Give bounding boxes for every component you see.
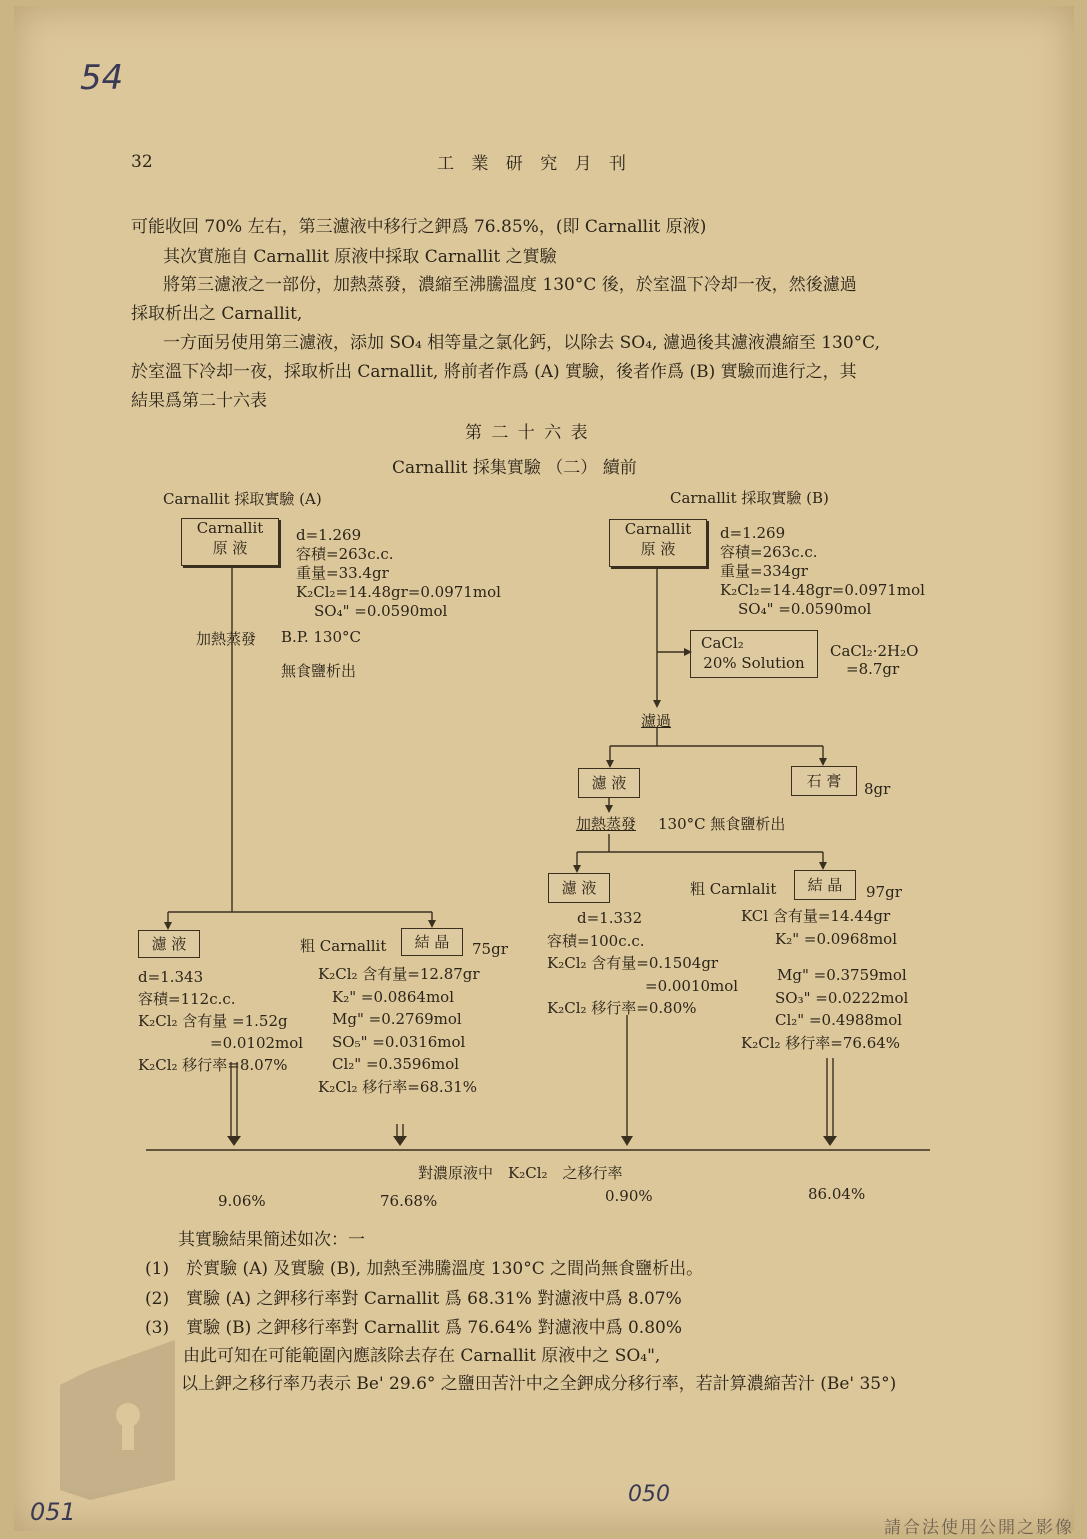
- exp-a-crystal-weight: 75gr: [472, 940, 508, 958]
- conclusion-intro: 其實驗結果簡述如次：一: [178, 1230, 365, 1250]
- exp-a-crystal-prop: K₂" =0.0864mol: [332, 987, 454, 1006]
- exp-b-crystal-prop: KCl 含有量=14.44gr: [741, 907, 891, 925]
- conclusion-item-2: (2) 實驗 (A) 之鉀移行率對 Carnallit 爲 68.31% 對濾液中爲 8.07%: [145, 1289, 682, 1309]
- body-line-2: 其次實施自 Carnallit 原液中採取 Carnallit 之實驗: [163, 247, 557, 267]
- exp-b-prop: d=1.269: [720, 524, 786, 542]
- exp-a-crystal-prop: K₂Cl₂ 移行率=68.31%: [318, 1077, 478, 1096]
- exp-b-prop: 重量=334gr: [720, 562, 808, 580]
- exp-b-prop: SO₄" =0.0590mol: [738, 600, 872, 618]
- exp-b-crystal-prop: K₂Cl₂ 移行率=76.64%: [741, 1033, 901, 1052]
- exp-a-crystal-prop: Cl₂" =0.3596mol: [332, 1055, 460, 1073]
- body-line-4: 採取析出之 Carnallit,: [131, 304, 303, 324]
- exp-b-crystal-prop: SO₃" =0.0222mol: [775, 988, 909, 1007]
- exp-a-prop: K₂Cl₂=14.48gr=0.0971mol: [296, 583, 501, 601]
- exp-a-heading: Carnallit 採取實驗 (A): [163, 490, 322, 508]
- body-line-6: 於室溫下冷却一夜，採取析出 Carnallit, 將前者作爲 (A) 實驗，後者作爲 (B) 實驗而進行之，其: [131, 362, 857, 382]
- summary-label: 對濃原液中 K₂Cl₂ 之移行率: [418, 1164, 623, 1182]
- conclusion-item-1: (1) 於實驗 (A) 及實驗 (B), 加熱至沸騰溫度 130°C 之間尚無食鹽析出。: [145, 1259, 704, 1279]
- table-subtitle: Carnallit 採集實驗 （二） 續前: [392, 458, 637, 478]
- exp-a-stock-line2: 原 液: [212, 539, 248, 557]
- exp-a-crystal-prop: SO₅" =0.0316mol: [332, 1032, 466, 1051]
- exp-b-crystal-prop: Mg" =0.3759mol: [777, 966, 907, 984]
- conclusion-line-a: 由此可知在可能範圍內應該除去存在 Carnallit 原液中之 SO₄",: [183, 1346, 661, 1366]
- page-number: 32: [131, 152, 153, 172]
- exp-b-crystal-prop: K₂" =0.0968mol: [775, 929, 897, 948]
- exp-b-gypsum-weight: 8gr: [864, 780, 891, 798]
- exp-a-crystal-prop: K₂Cl₂ 含有量=12.87gr: [318, 965, 480, 983]
- body-line-5: 一方面另使用第三濾液，添加 SO₄ 相等量之氯化鈣，以除去 SO₄, 濾過後其濾液濃縮至 130°C,: [163, 333, 880, 353]
- exp-b-crystal-prop: Cl₂" =0.4988mol: [775, 1011, 903, 1029]
- exp-a-filtrate-prop: K₂Cl₂ 移行率=8.07%: [138, 1056, 288, 1074]
- summary-value-a-filtrate: 9.06%: [218, 1192, 266, 1210]
- exp-b-step-note: 130°C 無食鹽析出: [658, 815, 786, 833]
- exp-a-filtrate-prop: d=1.343: [138, 968, 204, 986]
- exp-b-heading: Carnallit 採取實驗 (B): [670, 489, 829, 507]
- exp-b-filtrate2-prop: d=1.332: [577, 909, 643, 927]
- exp-a-crystal-prop: Mg" =0.2769mol: [332, 1010, 462, 1028]
- exp-a-stock-line1: Carnallit: [196, 519, 264, 537]
- exp-b-cacl2-note2: =8.7gr: [846, 660, 900, 678]
- exp-a-prop: 容積=263c.c.: [296, 545, 394, 563]
- exp-b-filtrate1-box: 濾 液: [578, 768, 640, 798]
- exp-a-prop: d=1.269: [296, 526, 362, 544]
- conclusion-item-3: (3) 實驗 (B) 之鉀移行率對 Carnallit 爲 76.64% 對濾液中爲 0.80%: [145, 1318, 682, 1338]
- exp-b-stock-line1: Carnallit: [624, 520, 692, 538]
- body-line-3: 將第三濾液之一部份，加熱蒸發，濃縮至沸騰溫度 130°C 後，於室溫下冷却一夜，然後濾過: [163, 275, 857, 295]
- exp-b-stock-line2: 原 液: [640, 540, 676, 558]
- exp-b-cacl2-note1: CaCl₂·2H₂O: [830, 642, 919, 660]
- exp-b-filtrate2-prop: K₂Cl₂ 移行率=0.80%: [547, 999, 697, 1017]
- exp-b-gypsum-box: 石 膏: [791, 766, 857, 796]
- summary-value-b-filtrate: 0.90%: [605, 1187, 653, 1205]
- exp-b-crystal-weight: 97gr: [866, 883, 902, 901]
- exp-a-filtrate-prop: 容積=112c.c.: [138, 990, 236, 1008]
- exp-b-crude-label: 粗 Carnlalit: [690, 880, 777, 898]
- exp-a-crude-label: 粗 Carnallit: [300, 937, 387, 955]
- summary-value-a-crystal: 76.68%: [380, 1192, 438, 1210]
- table-title: 第 二 十 六 表: [465, 423, 590, 443]
- exp-b-cacl2-line1: CaCl₂: [701, 634, 744, 652]
- body-line-1: 可能收回 70% 左右，第三濾液中移行之鉀爲 76.85%，(即 Carnallit 原液): [131, 217, 707, 237]
- exp-a-filtrate-prop: =0.0102mol: [210, 1034, 304, 1052]
- exp-a-step-bp: B.P. 130°C: [281, 628, 361, 646]
- summary-value-b-crystal: 86.04%: [808, 1185, 866, 1203]
- exp-a-prop: SO₄" =0.0590mol: [314, 602, 448, 620]
- exp-b-step-label: 加熱蒸發: [576, 815, 637, 833]
- handwritten-bottom-center: 050: [628, 1482, 670, 1507]
- exp-b-crystal-box: 結 晶: [794, 870, 856, 900]
- handwritten-bottom-left: 051: [30, 1498, 76, 1526]
- exp-b-cacl2-line2: 20% Solution: [703, 654, 805, 672]
- exp-a-crystal-box: 結 晶: [401, 928, 463, 956]
- exp-b-filtrate2-prop: K₂Cl₂ 含有量=0.1504gr: [547, 954, 719, 972]
- journal-title: 工 業 研 究 月 刊: [437, 154, 633, 174]
- exp-a-prop: 重量=33.4gr: [296, 564, 389, 582]
- body-line-7: 結果爲第二十六表: [131, 391, 267, 411]
- handwritten-page-number: 54: [80, 58, 124, 98]
- exp-a-step-note: 無食鹽析出: [281, 662, 357, 680]
- exp-b-filtrate2-prop: 容積=100c.c.: [547, 931, 645, 950]
- exp-a-filtrate-prop: K₂Cl₂ 含有量 =1.52g: [138, 1012, 288, 1030]
- conclusion-line-b: 以上鉀之移行率乃表示 Be' 29.6° 之鹽田苦汁中之全鉀成分移行率，若計算濃縮苦汁 (Be' 35°): [181, 1374, 897, 1394]
- exp-a-step-label: 加熱蒸發: [196, 630, 257, 648]
- exp-b-filtrate2-box: 濾 液: [548, 873, 610, 903]
- exp-b-prop: 容積=263c.c.: [720, 543, 818, 561]
- exp-a-filtrate-box: 濾 液: [138, 930, 200, 958]
- exp-b-prop: K₂Cl₂=14.48gr=0.0971mol: [720, 581, 925, 599]
- watermark-text: 請合法使用公開之影像: [884, 1518, 1074, 1538]
- exp-b-filter-label: 濾過: [641, 712, 672, 730]
- exp-b-filtrate2-prop: =0.0010mol: [645, 976, 739, 995]
